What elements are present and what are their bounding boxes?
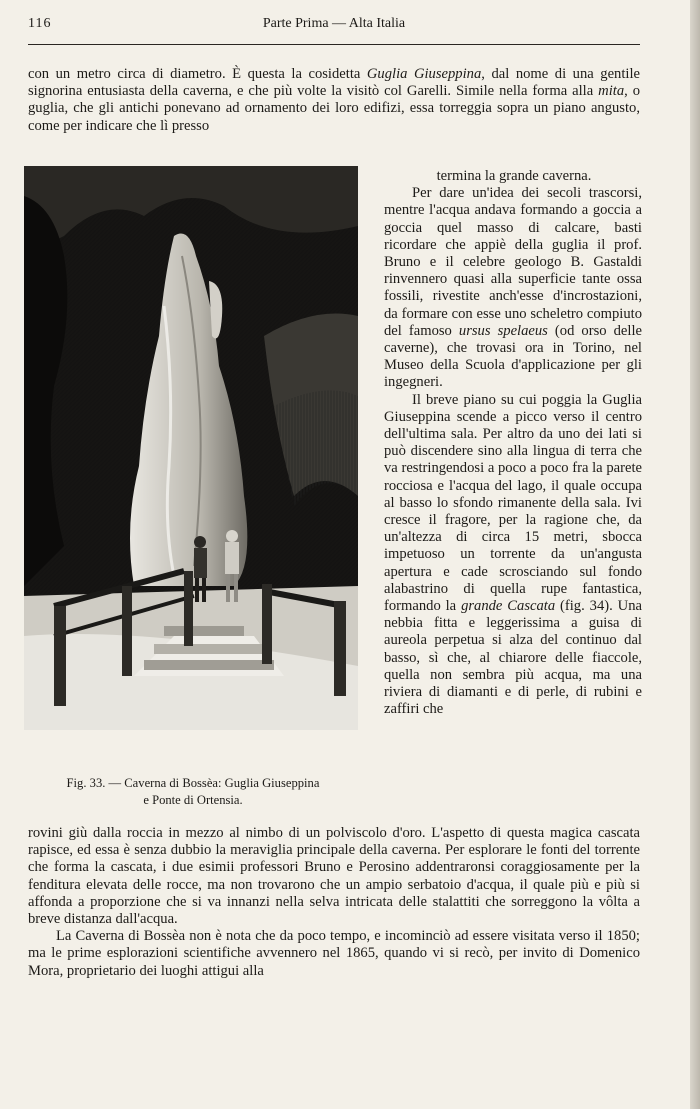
caption-line: Fig. 33. — Caverna di Bossèa: Guglia Giuseppina <box>66 776 320 790</box>
header-rule <box>28 44 640 45</box>
cave-engraving <box>24 166 358 730</box>
paragraph-cascata <box>384 392 642 719</box>
top-paragraph <box>28 66 640 135</box>
text-run: (fig. 34). Una nebbia fitta e leggerissima a guisa di aureola perpetua si alza del continuo dal basso, sì che, al chiarore delle fiaccole, quella non sembra più acqua, ma una riviera di diamanti e di perle, di rubini e zaffiri che <box>384 598 642 718</box>
page-header <box>28 14 640 36</box>
cave-illustration <box>24 166 358 730</box>
italic-term: grande Cascata <box>461 598 556 615</box>
text-run: , dal nome di una gentile signorina entusiasta della caverna, e che più volte la visitò col Garelli. Simile nella forma alla <box>28 66 640 100</box>
text-run: Il breve piano su cui poggia la Guglia Giuseppina scende a picco verso il centro dell'ultima sala. Per altro da uno dei lati si può discendere sino alla lingua di terra che va restringendosi a poco a poco fra la parete rocciosa e l'acqua del lago, il quale occupa al basso lo sfondo rimanente della sala. Ivi cresce il fragore, per la ragione che, da un'altezza di circa 15 metri, sbocca impetuoso un torrente da un'angusta apertura e cade scrosciando sul fondo alabastrino di quella rupe fantastica, formando la <box>384 391 642 615</box>
figure-caption <box>28 775 358 809</box>
paragraph-continuation: rovini giù dalla roccia in mezzo al nimbo di un polviscolo d'oro. L'aspetto di questa magica cascata rapisce, ed essa è senza dubbio la meraviglia principale della caverna. Per esplorare le fonti del torrente che forma la cascata, i due esimii professori Bruno e Perosino addentraronsi coraggiosamente per la fenditura elevata delle rocce, ma non trovarono che un ampio serbatoio d'acqua, il quale più e più si affonda a proporzione che si va innanzi nella selva intricata delle stalattiti che sorreggono la vôlta a breve distanza dall'acqua. <box>28 825 640 928</box>
page-number: 116 <box>28 16 52 31</box>
right-column <box>384 168 642 719</box>
running-title: Parte Prima — Alta Italia <box>262 16 406 31</box>
italic-term: ursus spelaeus <box>458 322 548 339</box>
caption-line: e Ponte di Ortensia. <box>143 793 243 807</box>
top-paragraph-last-line: termina la grande caverna. <box>436 168 592 184</box>
text-run: (od orso delle caverne), che trovasi ora in Torino, nel Museo della Scuola d'applicazione per gli ingegneri. <box>384 322 642 391</box>
paragraph-history: La Caverna di Bossèa non è nota che da poco tempo, e incominciò ad essere visitata verso il 1850; ma le prime esplorazioni scientifiche avvennero nel 1865, quando vi si recò, per invito di Domenico Mora, proprietario dei luoghi attigui alla <box>28 928 640 979</box>
bottom-text <box>28 825 640 980</box>
italic-term: mita <box>598 83 625 100</box>
text-run: Per dare un'idea dei secoli trascorsi, mentre l'acqua andava formando a goccia a goccia quel masso di calcare, basti ricordare che appiè della guglia il prof. Bruno e il celebre geologo B. Gastaldi rinvennero quasi alla superficie tante ossa fossili, rivestite anch'esse d'incrostazioni, da formare con esse uno scheletro compiuto del famoso <box>384 185 642 339</box>
text-run: , o guglia, che gli antichi ponevano ad ornamento dei loro edifizi, essa torreggia sopra un piano angusto, come per indicare che lì presso <box>28 83 641 134</box>
top-paragraph-body <box>28 66 640 135</box>
italic-term: Guglia Giuseppina <box>366 66 482 82</box>
text-run: con un metro circa di diametro. È questa la cosidetta <box>28 66 367 82</box>
paragraph-fossils <box>384 185 642 391</box>
page-edge <box>690 0 700 1109</box>
